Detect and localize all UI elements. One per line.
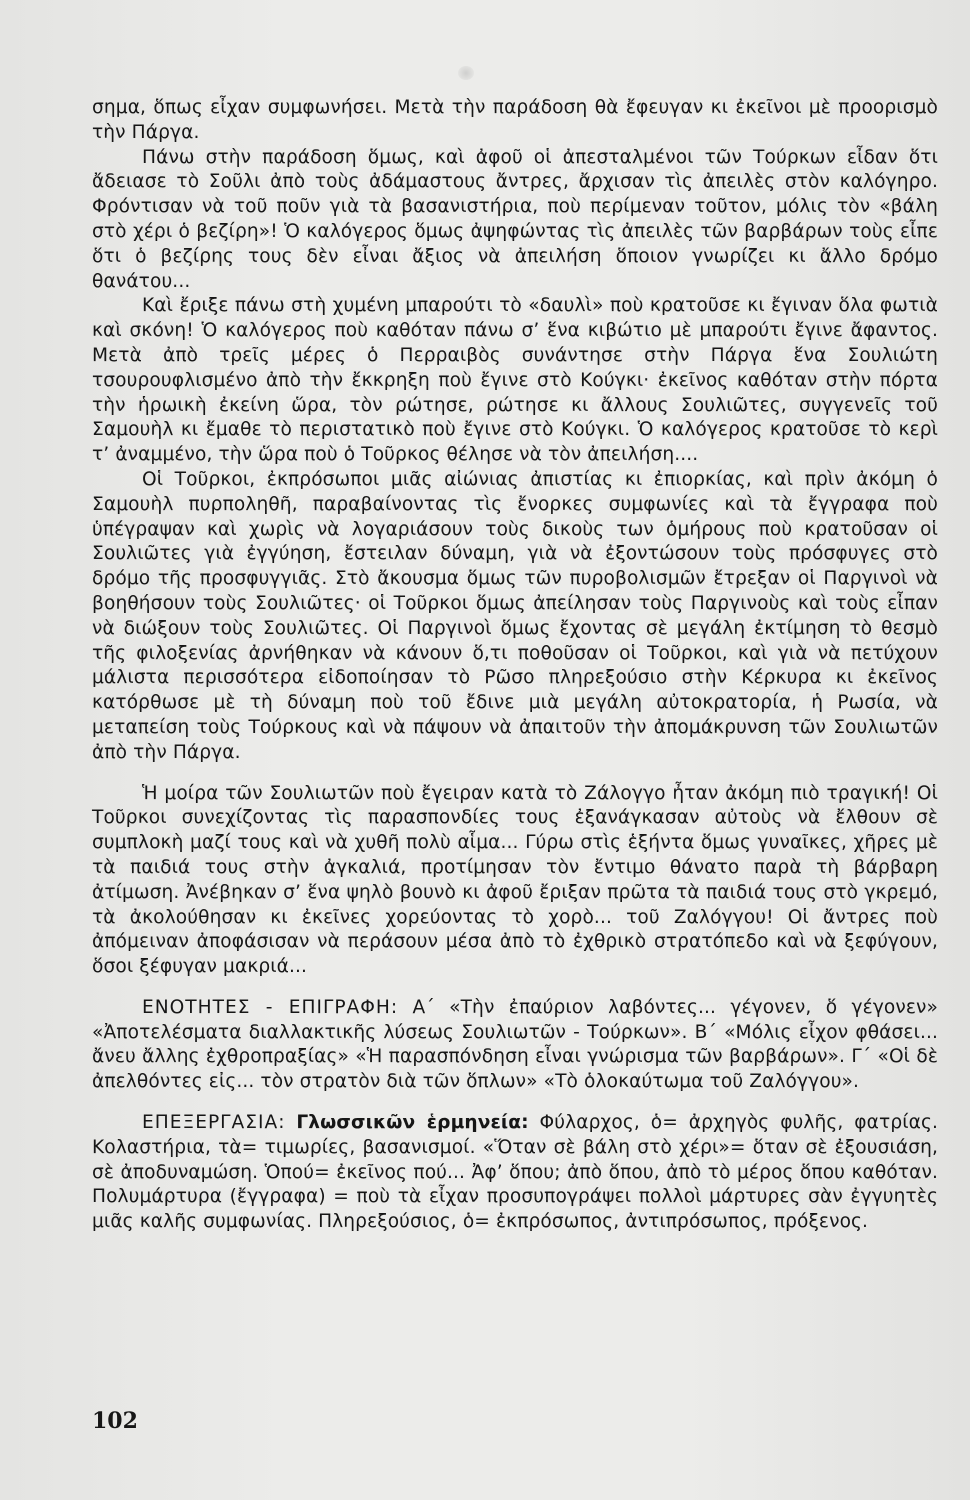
epexergasia-text: Φύλαρχος, ὁ= ἀρχηγὸς φυλῆς, φατρίας. Κολαστήρια, τὰ= τιμωρίες, βασανισμοί. «Ὅταν σὲ βάλη στὸ χέρι»= ὅταν σὲ ἐξουσιάση, σὲ ἀποδυναμώση. Ὁπού= ἐκεῖνος πού... Ἀφ’ ὅπου; ἀπὸ ὅπου, ἀπὸ τὸ μέρος ὅπου καθόταν. Πολυμάρτυρα (ἔγγραφα) = ποὺ τὰ εἶχαν προσυπογράψει πολλοὶ μάρτυρες σὰν ἐγγυητὲς μιᾶς καλῆς συμφωνίας. Πληρεξούσιος, ὁ= ἐκπρόσωπος, ἀντιπρόσωπος, πρόξενος. xyxy=(92,1112,938,1233)
page-number: 102 xyxy=(92,1408,138,1434)
epexergasia-label: ΕΠΕΞΕΡΓΑΣΙΑ: xyxy=(142,1112,286,1134)
paragraph-5: Ἡ μοίρα τῶν Σουλιωτῶν ποὺ ἔγειραν κατὰ τὸ Ζάλογγο ἦταν ἀκόμη πιὸ τραγική! Οἱ Τοῦρκοι συνεχίζοντας τὶς παρασπονδίες τους ἐξανάγκασαν αὐτοὺς νὰ ἔλθουν σὲ συμπλοκὴ μαζί τους καὶ νὰ χυθῆ πολὺ αἷμα... Γύρω στὶς ἑξήντα ὅμως γυναῖκες, χῆρες μὲ τὰ παιδιά τους στὴν ἀγκαλιά, προτίμησαν τὸν ἔντιμο θάνατο παρὰ τὴ βάρβαρη ἀτίμωση. Ἀνέβηκαν σ’ ἕνα ψηλὸ βουνὸ κι ἀφοῦ ἔριξαν πρῶτα τὰ παιδιά τους στὸ γκρεμό, τὰ ἀκολούθησαν κι ἐκεῖνες χορεύοντας τὸ χορὸ... τοῦ Ζαλόγγου! Οἱ ἄντρες ποὺ ἀπόμειναν ἀποφάσισαν νὰ περάσουν μέσα ἀπὸ τὸ ἐχθρικὸ στρατόπεδο καὶ νὰ ξεφύγουν, ὅσοι ξέφυγαν μακριά... xyxy=(92,782,938,978)
paragraph-1: σημα, ὅπως εἶχαν συμφωνήσει. Μετὰ τὴν παράδοση θὰ ἔφευγαν κι ἐκεῖνοι μὲ προορισμὸ τὴν Πάργα. xyxy=(92,97,938,143)
epexergasia-section xyxy=(92,1111,938,1235)
enotites-label: ΕΝΟΤΗΤΕΣ - ΕΠΙΓΡΑΦΗ: xyxy=(142,996,399,1018)
paragraph-3: Καὶ ἔριξε πάνω στὴ χυμένη μπαρούτι τὸ «δαυλὶ» ποὺ κρατοῦσε κι ἔγιναν ὅλα φωτιὰ καὶ σκόνη! Ὁ καλόγερος ποὺ καθόταν πάνω σ’ ἕνα κιβώτιο μὲ μπαρούτι ἔγινε ἄφαντος. Μετὰ ἀπὸ τρεῖς μέρες ὁ Περραιβὸς συνάντησε στὴν Πάργα ἕνα Σουλιώτη τσουρουφλισμένο ἀπὸ τὴν ἔκκρηξη ποὺ ἔγινε στὸ Κούγκι· ἐκεῖνος καθόταν στὴν πόρτα τὴν ἡρωικὴ ἐκείνη ὥρα, τὸν ρώτησε, ρώτησε κι ἄλλους Σουλιῶτες, συγγενεῖς τοῦ Σαμουὴλ κι ἔμαθε τὸ περιστατικὸ ποὺ ἔγινε στὸ Κούγκι. Ὁ καλόγερος κρατοῦσε τὸ κερὶ τ’ ἀναμμένο, τὴν ὥρα ποὺ ὁ Τοῦρκος θέλησε νὰ τὸν ἀπειλήση.... xyxy=(92,295,938,466)
enotites-section xyxy=(92,996,938,1095)
paragraph-2: Πάνω στὴν παράδοση ὅμως, καὶ ἀφοῦ οἱ ἀπεσταλμένοι τῶν Τούρκων εἶδαν ὅτι ἄδειασε τὸ Σοῦλι ἀπὸ τοὺς ἀδάμαστους ἄντρες, ἄρχισαν τὶς ἀπειλὲς στὸν καλόγηρο. Φρόντισαν νὰ τοῦ ποῦν γιὰ τὰ βασανιστήρια, ποὺ περίμεναν τοῦτον, μόλις τὸν «βάλη στὸ χέρι ὁ βεζίρη»! Ὁ καλόγερος ὅμως ἀψηφώντας τὶς ἀπειλὲς τῶν βαρβάρων τοὺς εἶπε ὅτι ὁ βεζίρης τους δὲν εἶναι ἄξιος νὰ ἀπειλήση ὅποιον γνωρίζει κι ἄλλο δρόμο θανάτου... xyxy=(92,146,938,292)
paper-smudge xyxy=(458,66,474,80)
body-text xyxy=(92,96,938,1235)
paragraph-4: Οἱ Τοῦρκοι, ἐκπρόσωποι μιᾶς αἰώνιας ἀπιστίας κι ἐπιορκίας, καὶ πρὶν ἀκόμη ὁ Σαμουὴλ πυρποληθῆ, παραβαίνοντας τὶς ἔνορκες συμφωνίες καὶ τὰ ἔγγραφα ποὺ ὑπέγραψαν καὶ χωρὶς νὰ λογαριάσουν τοὺς δικοὺς των ὁμήρους ποὺ κρατοῦσαν οἱ Σουλιῶτες γιὰ ἐγγύηση, ἔστειλαν δύναμη, γιὰ νὰ ἐξοντώσουν τοὺς πρόσφυγες στὸ δρόμο τῆς προσφυγγιᾶς. Στὸ ἄκουσμα ὅμως τῶν πυροβολισμῶν ἔτρεξαν οἱ Παργινοὶ νὰ βοηθήσουν τοὺς Σουλιῶτες· οἱ Τοῦρκοι ὅμως ἀπείλησαν τοὺς Παργινοὺς καὶ τοὺς εἶπαν νὰ διώξουν τοὺς Σουλιῶτες. Οἱ Παργινοὶ ὅμως ἔχοντας σὲ μεγάλη ἐκτίμηση τὸ θεσμὸ τῆς φιλοξενίας ἀρνήθηκαν νὰ κάνουν ὅ,τι ποθοῦσαν οἱ Τοῦρκοι, καὶ γιὰ νὰ πετύχουν μάλιστα περισσότερα εἰδοποίησαν τὸ Ρῶσο πληρεξούσιο στὴν Κέρκυρα κι ἐκεῖνος κατόρθωσε μὲ τὴ δύναμη ποὺ τοῦ ἔδινε μιὰ μεγάλη αὐτοκρατορία, ἡ Ρωσία, νὰ μεταπείση τοὺς Τούρκους καὶ νὰ πάψουν νὰ ἀπαιτοῦν τὴν ἀπομάκρυνση τῶν Σουλιωτῶν ἀπὸ τὴν Πάργα. xyxy=(92,468,938,763)
epexergasia-sublabel: Γλωσσικῶν ἑρμηνεία: xyxy=(296,1112,529,1134)
enotites-text: Α΄ «Τὴν ἐπαύριον λαβόντες... γέγονεν, ὅ γέγονεν» «Ἀποτελέσματα διαλλακτικῆς λύσεως Σουλιωτῶν - Τούρκων». Β΄ «Μόλις εἶχον φθάσει... ἄνευ ἄλλης ἐχθροπραξίας» «Ἡ παρασπόνδηση εἶναι γνώρισμα τῶν βαρβάρων». Γ΄ «Οἱ δὲ ἀπελθόντες εἰς... τὸν στρατὸν διὰ τῶν ὅπλων» «Τὸ ὁλοκαύτωμα τοῦ Ζαλόγγου». xyxy=(92,996,938,1093)
